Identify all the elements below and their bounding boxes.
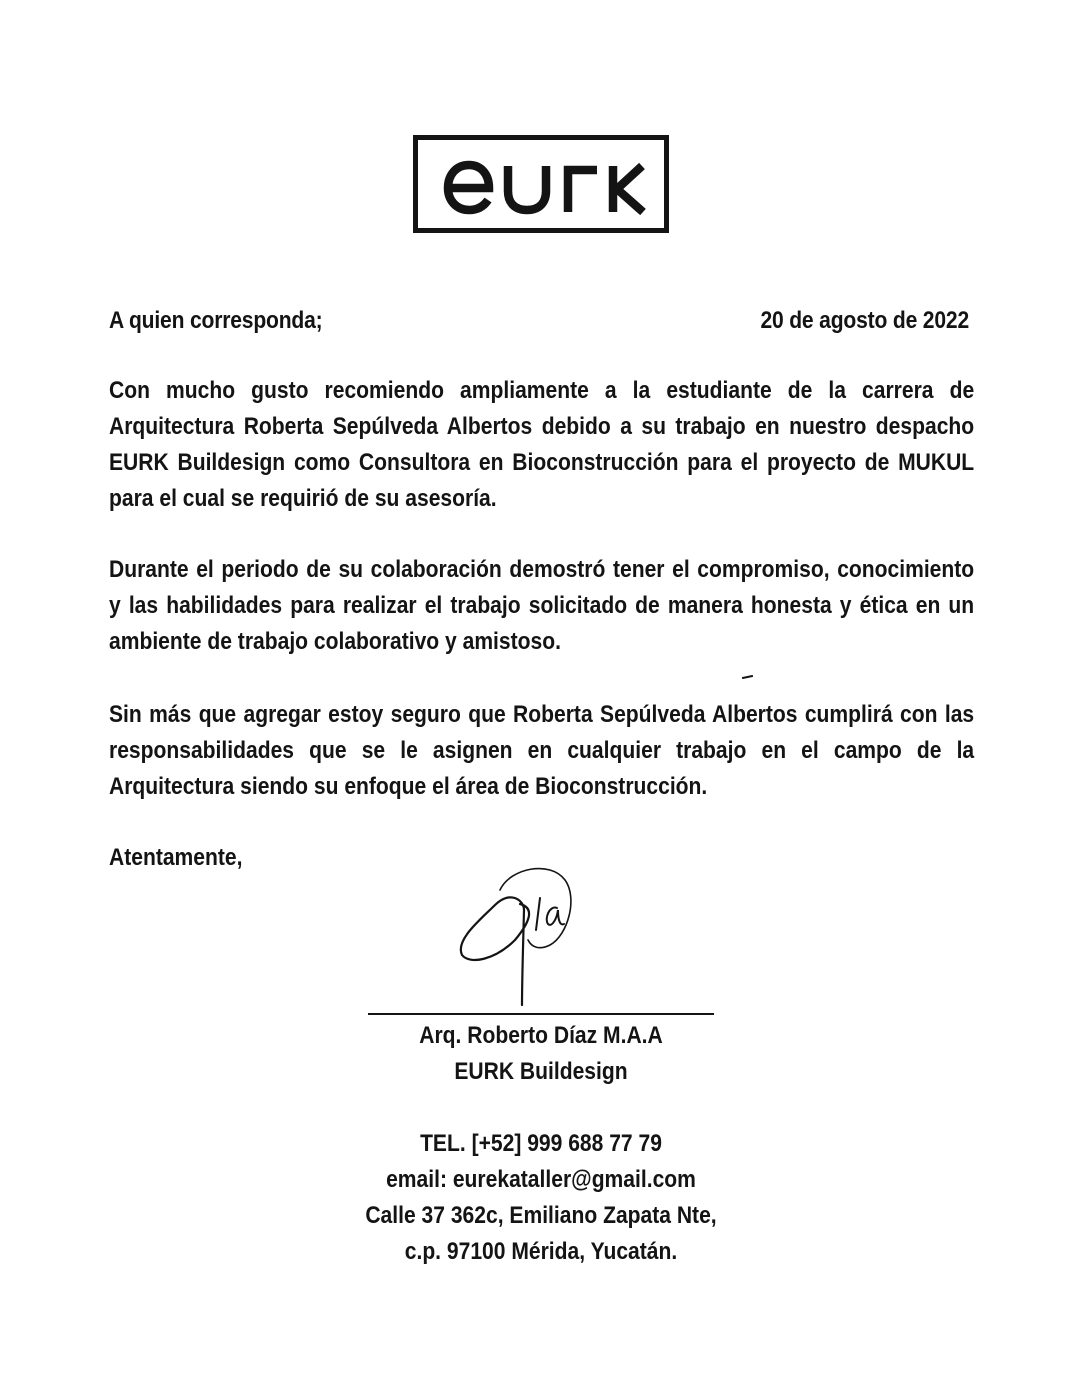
signer-name: Arq. Roberto Díaz M.A.A [419, 1022, 663, 1049]
signer-phone: TEL. [+52] 999 688 77 79 [420, 1130, 662, 1157]
spacer [326, 1090, 756, 1126]
closing: Atentamente, [109, 844, 243, 871]
signer-address-line-2: c.p. 97100 Mérida, Yucatán. [404, 1238, 678, 1265]
eurk-logo [413, 135, 669, 233]
salutation: A quien corresponda; [109, 307, 323, 334]
body-paragraph-3: Sin más que agregar estoy seguro que Roberta Sepúlveda Albertos cumplirá con las responsabilidades que se le asignen en cualquier trabajo en el campo de la Arquitectura siendo su enfoque el área de Bioconstrucción. [109, 701, 975, 800]
body-paragraph-1: Con mucho gusto recomiendo ampliamente a la estudiante de la carrera de Arquitectura Roberta Sepúlveda Albertos debido a su trabajo en nuestro despacho EURK Buildesign como Consultora en Bioconstrucción para el proyecto de MUKUL para el cual se requirió de su asesoría. [109, 377, 975, 512]
signer-company: EURK Buildesign [454, 1058, 628, 1085]
letter-date: 20 de agosto de 2022 [760, 307, 969, 334]
greeting-row [109, 303, 974, 339]
signer-address-line-1: Calle 37 362c, Emiliano Zapata Nte, [365, 1202, 717, 1229]
stray-mark [742, 675, 753, 679]
signature-line [368, 1013, 714, 1015]
signer-block [291, 1018, 791, 1270]
handwritten-signature [450, 860, 590, 1020]
eurk-logo-wordmark [431, 149, 651, 219]
body-paragraph-2: Durante el periodo de su colaboración demostró tener el compromiso, conocimiento y las habilidades para realizar el trabajo solicitado de manera honesta y ética en un ambiente de trabajo colaborativo y amistoso. [109, 556, 975, 655]
signer-email: email: eurekataller@gmail.com [386, 1166, 696, 1193]
